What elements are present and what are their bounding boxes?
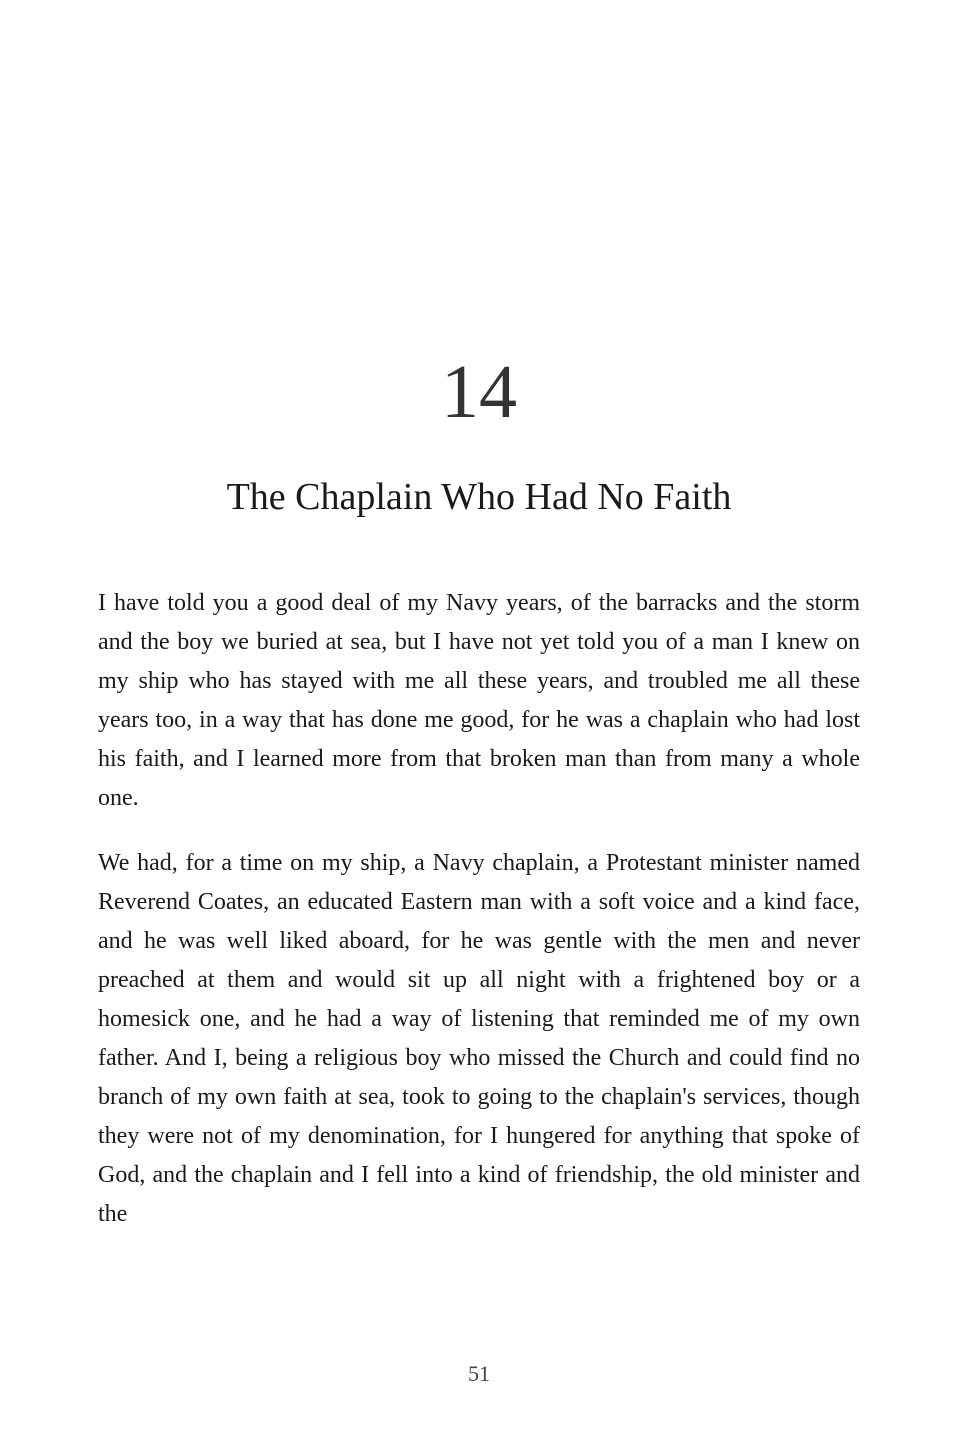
- paragraph-1: I have told you a good deal of my Navy years, of the barracks and the storm and the boy we buried at sea, but I have not yet told you of a man I knew on my ship who has stayed with me all these years, and troubled me all these years too, in a way that has done me good, for he was a chaplain who had lost his faith, and I learned more from that broken man than from many a whole one.: [98, 590, 860, 811]
- paragraph-2: We had, for a time on my ship, a Navy chaplain, a Protestant minister named Reverend Coates, an educated Eastern man with a soft voice and a kind face, and he was well liked aboard, for he was gentle with the men and never preached at them and would sit up all night with a frightened boy or a homesick one, and he had a way of listening that reminded me of my own father. And I, being a religious boy who missed the Church and could find no branch of my own faith at sea, took to going to the chaplain's services, though they were not of my denomination, for I hungered for anything that spoke of God, and the chaplain and I fell into a kind of friendship, the old minister and the: [98, 850, 860, 1227]
- chapter-body: [98, 584, 860, 1260]
- page-number: 51: [468, 1361, 490, 1386]
- chapter-number: 14: [441, 350, 517, 434]
- chapter-title: The Chaplain Who Had No Faith: [226, 476, 732, 518]
